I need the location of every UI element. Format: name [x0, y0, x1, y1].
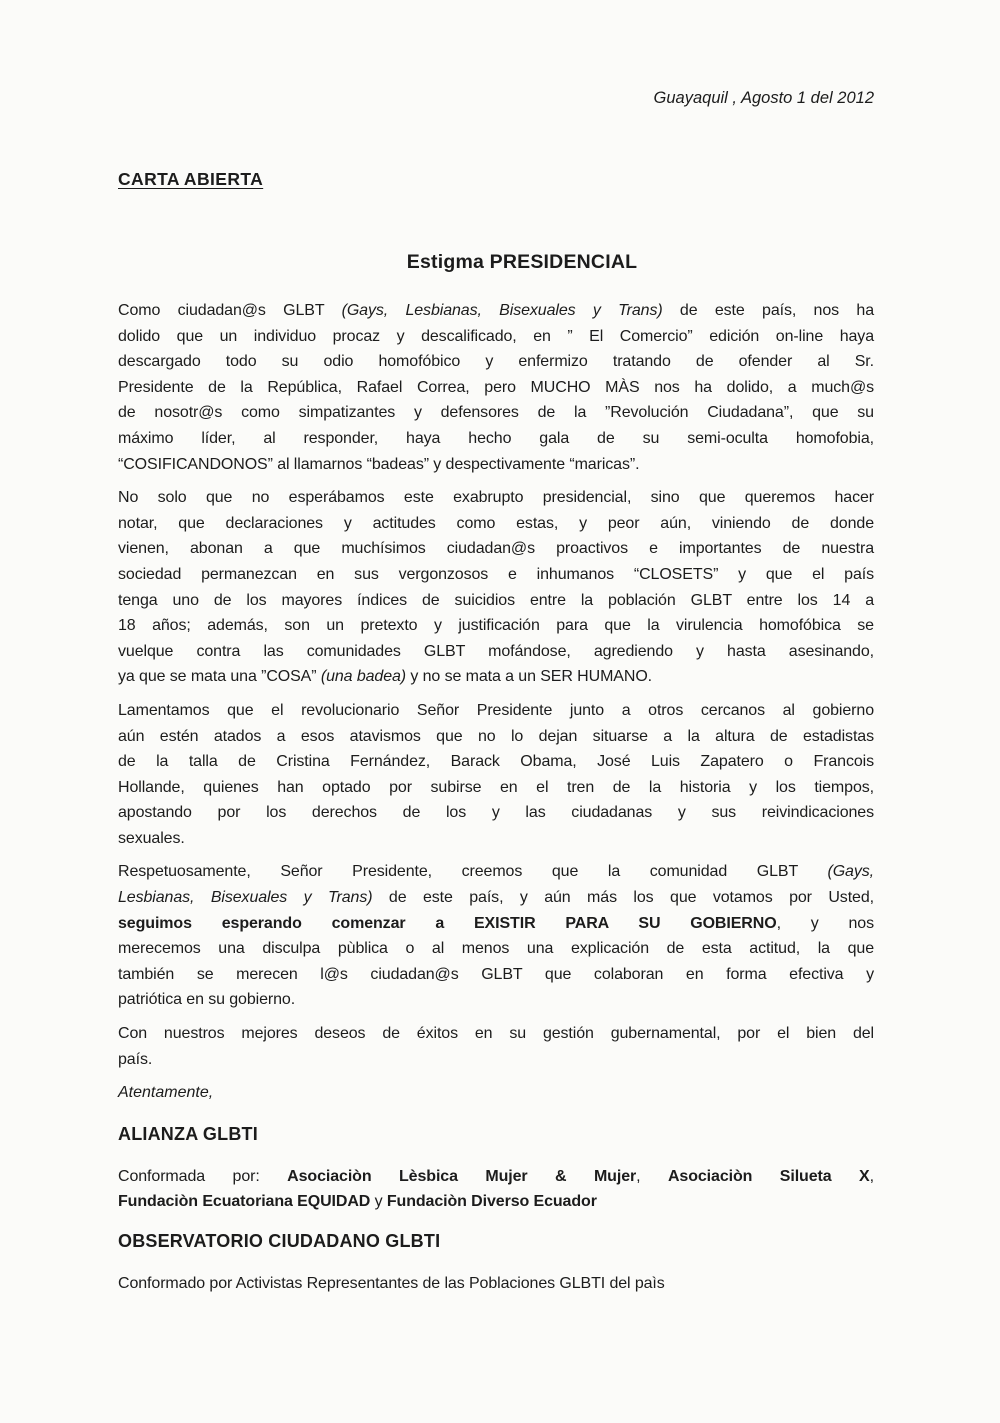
text-run: Fundaciòn Diverso Ecuador — [386, 1193, 597, 1211]
text-run: y no se mata a un SER HUMANO. — [406, 668, 653, 686]
text-run: ya que se mata una ”COSA” — [118, 668, 321, 686]
text-run: Como ciudadan@s GLBT — [118, 302, 342, 319]
carta-abierta-heading: CARTA ABIERTA — [118, 169, 264, 189]
text-run: y — [370, 1193, 387, 1211]
text-run: Lesbianas, Bisexuales y Trans) — [118, 889, 373, 907]
text-line — [118, 826, 874, 852]
text-line — [118, 664, 874, 690]
text-line — [118, 375, 874, 401]
text-run: vuelque contra las comunidades GLBT mofándose, agrediendo y hasta asesinando, — [118, 642, 874, 660]
text-run: de este país, y aún más los que votamos por Usted, — [372, 889, 874, 907]
text-line — [118, 962, 874, 988]
text-run: “COSIFICANDONOS” al llamarnos “badeas” y despectivamente “maricas”. — [118, 455, 640, 473]
text-run: (una badea) — [320, 668, 407, 686]
letter-title: Estigma PRESIDENCIAL — [406, 251, 638, 273]
text-run: sociedad permanezcan en sus vergonzosos e inhumanos “CLOSETS” y que el país — [118, 565, 874, 583]
text-line — [118, 400, 874, 426]
text-line — [118, 911, 874, 937]
text-line — [118, 349, 874, 375]
text-run: (Gays, Lesbianas, Bisexuales y Trans) — [341, 302, 663, 319]
text-line — [118, 1021, 874, 1047]
text-run: de este país, nos ha — [662, 302, 874, 319]
text-line — [118, 987, 874, 1013]
text-run: país. — [118, 1050, 153, 1068]
text-line — [118, 1047, 874, 1073]
text-run: Hollande, quienes han optado por subirse en el tren de la historia y los tiempos, — [118, 778, 874, 796]
text-line — [118, 1271, 874, 1297]
text-run: dolido que un individuo procaz y descalificado, en ” El Comercio” edición on-line haya — [118, 327, 874, 345]
text-line — [118, 885, 874, 911]
text-line — [118, 749, 874, 775]
text-line — [118, 485, 874, 511]
text-line — [118, 511, 874, 537]
text-line — [118, 775, 874, 801]
text-run: (Gays, — [827, 863, 874, 881]
text-line — [118, 639, 874, 665]
text-run: sexuales. — [118, 829, 185, 847]
text-line — [118, 936, 874, 962]
paragraph-1 — [118, 298, 874, 477]
text-run: , — [869, 1167, 874, 1185]
text-line — [118, 588, 874, 614]
observatorio-members-line — [118, 1271, 874, 1297]
text-run: Presidente de la República, Rafael Correa, pero MUCHO MÀS nos ha dolido, a much@s — [118, 378, 874, 396]
text-line — [118, 800, 874, 826]
paragraph-3 — [118, 698, 874, 852]
text-run: , y nos — [776, 914, 874, 932]
signature-observatorio-glbti: OBSERVATORIO CIUDADANO GLBTI — [118, 1231, 441, 1251]
signature-alianza-glbti: ALIANZA GLBTI — [118, 1123, 258, 1144]
text-run: máximo líder, al responder, haya hecho gala de su semi-oculta homofobia, — [118, 429, 874, 447]
text-run: Lamentamos que el revolucionario Señor Presidente junto a otros cercanos al gobierno — [118, 701, 874, 719]
text-line — [118, 562, 874, 588]
text-run: notar, que declaraciones y actitudes como estas, y peor aún, viniendo de donde — [118, 514, 874, 532]
text-run: de nosotr@s como simpatizantes y defensores de la ”Revolución Ciudadana”, que su — [118, 404, 874, 422]
text-line — [118, 613, 874, 639]
text-run: Asociaciòn Lèsbica Mujer & Mujer — [287, 1167, 637, 1185]
text-line — [118, 324, 874, 350]
closing-salutation: Atentamente, — [118, 1084, 214, 1102]
paragraph-5 — [118, 1021, 874, 1072]
text-run: Conformado por Activistas Representantes de las Poblaciones GLBTI del paìs — [118, 1275, 665, 1292]
text-run: No solo que no esperábamos este exabrupto presidencial, sino que queremos hacer — [118, 489, 874, 507]
text-line — [118, 536, 874, 562]
text-run: de la talla de Cristina Fernández, Barack Obama, José Luis Zapatero o Francois — [118, 753, 874, 771]
text-run: Asociaciòn Silueta X — [667, 1167, 870, 1185]
date-line: Guayaquil , Agosto 1 del 2012 — [653, 89, 874, 107]
text-run: Respetuosamente, Señor Presidente, creemos que la comunidad GLBT — [118, 863, 828, 881]
text-run: 18 años; además, son un pretexto y justificación para que la virulencia homofóbica se — [118, 617, 874, 635]
text-run: Conformada por: — [118, 1167, 288, 1185]
text-run: , — [636, 1167, 668, 1185]
text-run: patriótica en su gobierno. — [118, 991, 296, 1009]
text-line — [118, 298, 874, 324]
text-line — [118, 698, 874, 724]
alianza-members-paragraph — [118, 1164, 874, 1215]
text-run: aún estén atados a esos atavismos que no lo dejan situarse a la altura de estadistas — [118, 727, 874, 745]
paragraph-4 — [118, 859, 874, 1013]
text-run: tenga uno de los mayores índices de suicidios entre la población GLBT entre los 14 a — [118, 591, 874, 609]
text-line — [118, 452, 874, 478]
paragraph-2 — [118, 485, 874, 690]
text-run: seguimos esperando comenzar a EXISTIR PARA SU GOBIERNO — [118, 914, 777, 932]
text-line — [118, 426, 874, 452]
text-run: Con nuestros mejores deseos de éxitos en su gestión gubernamental, por el bien del — [118, 1025, 874, 1043]
text-run: merecemos una disculpa pùblica o al menos una explicación de esta actitud, la que — [118, 940, 874, 958]
text-run: vienen, abonan a que muchísimos ciudadan@s proactivos e importantes de nuestra — [118, 540, 874, 558]
text-line — [118, 724, 874, 750]
text-run: apostando por los derechos de los y las ciudadanas y sus reivindicaciones — [118, 804, 874, 822]
text-line — [118, 859, 874, 885]
text-run: también se merecen l@s ciudadan@s GLBT que colaboran en forma efectiva y — [118, 965, 874, 983]
text-line — [118, 1164, 874, 1190]
text-line — [118, 1189, 874, 1215]
text-run: descargado todo su odio homofóbico y enfermizo tratando de ofender al Sr. — [118, 353, 874, 371]
text-run: Fundaciòn Ecuatoriana EQUIDAD — [118, 1193, 371, 1211]
